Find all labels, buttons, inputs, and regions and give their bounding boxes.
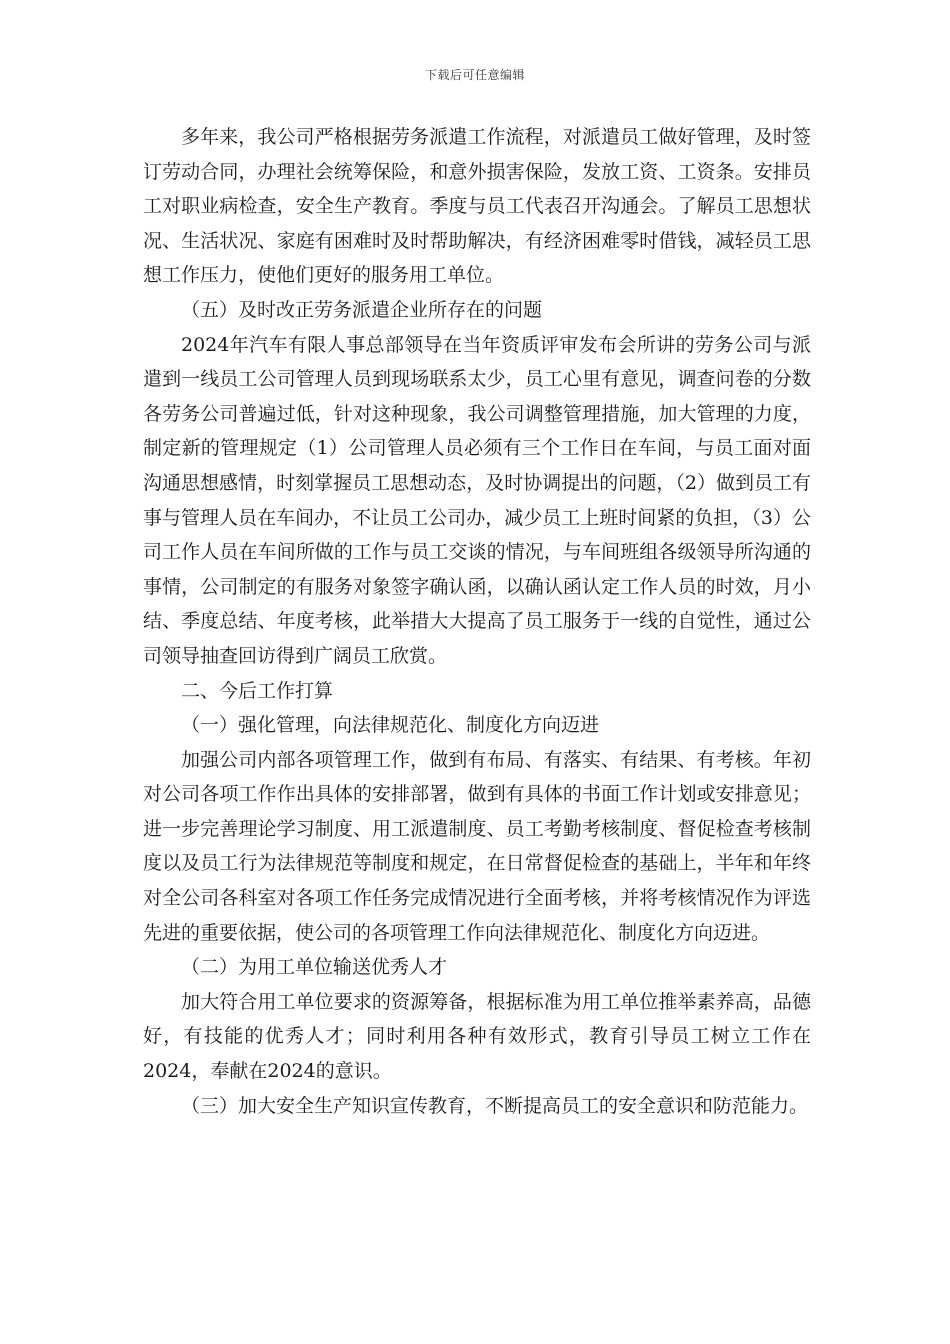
paragraph-talent-supply: 加大符合用工单位要求的资源筹备，根据标准为用工单位推举素养高，品德好，有技能的优秀人才；同时利用各种有效形式，教育引导员工树立工作在2024，奉献在2024的意识。 [143,990,811,1083]
document-body [143,120,811,1123]
paragraph-problem-correction: 2024年汽车有限人事总部领导在当年资质评审发布会所讲的劳务公司与派遣到一线员工公司管理人员到现场联系太少，员工心里有意见，调查问卷的分数各劳务公司普遍过低，针对这种现象，我公司调整管理措施，加大管理的力度，制定新的管理规定（1）公司管理人员必须有三个工作日在车间，与员工面对面沟通思想感情，时刻掌握员工思想动态，及时协调提出的问题，（2）做到员工有事与管理人员在车间办，不让员工公司办，减少员工上班时间紧的负担，（3）公司工作人员在车间所做的工作与员工交谈的情况，与车间班组各级领导所沟通的事情，公司制定的有服务对象签字确认函，以确认函认定工作人员的时效，月小结、季度总结、年度考核，此举措大大提高了员工服务于一线的自觉性，通过公司领导抽查回访得到广阔员工欣赏。 [143,333,811,667]
page-header: 下载后可任意编辑 [424,68,525,82]
section-heading-future-plans: 二、今后工作打算 [181,679,334,702]
subheading-strengthen-management: （一）强化管理，向法律规范化、制度化方向迈进 [181,714,600,737]
section-heading-five: （五）及时改正劳务派遣企业所存在的问题 [181,298,543,321]
subheading-safety-education: （三）加大安全生产知识宣传教育，不断提高员工的安全意识和防范能力。 [181,1094,809,1117]
paragraph-internal-management: 加强公司内部各项管理工作，做到有布局、有落实、有结果、有考核。年初对公司各项工作作出具体的安排部署，做到有具体的书面工作计划或安排意见；进一步完善理论学习制度、用工派遣制度、员工考勤考核制度、督促检查考核制度以及员工行为法律规范等制度和规定，在日常督促检查的基础上，半年和年终对全公司各科室对各项工作任务完成情况进行全面考核，并将考核情况作为评选先进的重要依据，使公司的各项管理工作向法律规范化、制度化方向迈进。 [143,748,811,944]
subheading-talent-supply: （二）为用工单位输送优秀人才 [181,956,448,979]
paragraph-management-overview: 多年来，我公司严格根据劳务派遣工作流程，对派遣员工做好管理，及时签订劳动合同，办理社会统筹保险，和意外损害保险，发放工资、工资条。安排员工对职业病检查，安全生产教育。季度与员工代表召开沟通会。了解员工思想状况、生活状况、家庭有困难时及时帮助解决，有经济困难零时借钱，减轻员工思想工作压力，使他们更好的服务用工单位。 [143,126,811,287]
